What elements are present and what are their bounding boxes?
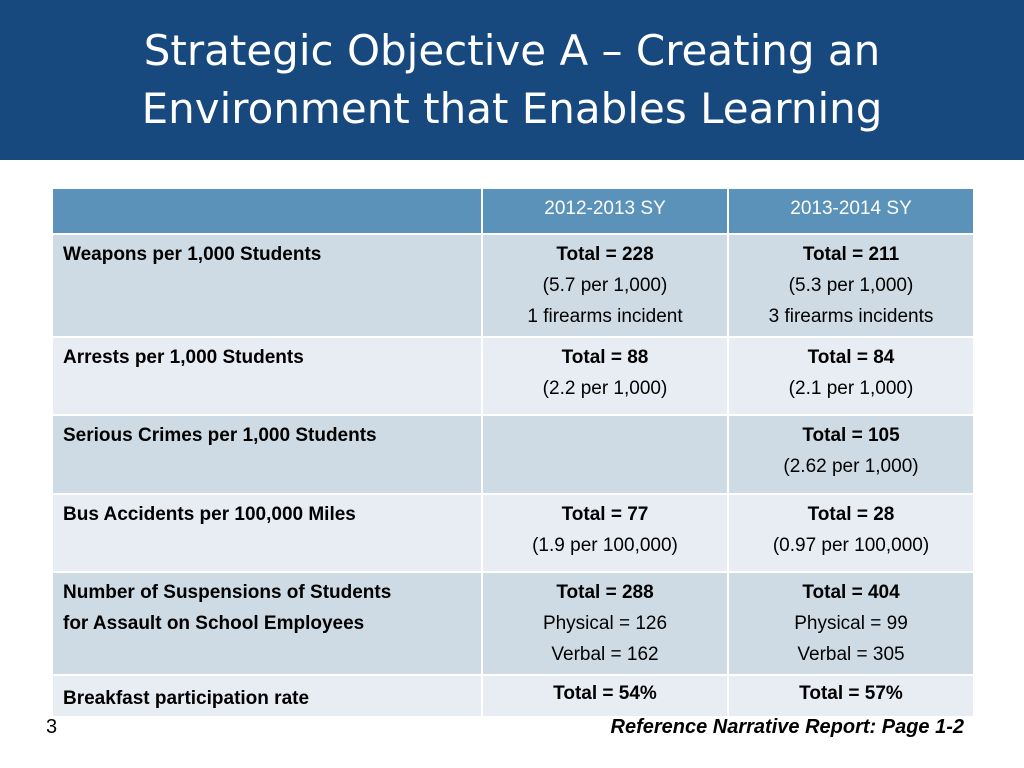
cell-total: Total = 84 <box>807 347 895 368</box>
cell-2012-2013-empty <box>482 415 728 494</box>
cell-verbal: Verbal = 305 <box>797 644 905 665</box>
cell-rate: (5.3 per 1,000) <box>788 275 914 296</box>
title-bar <box>0 0 1024 160</box>
table-row-weapons <box>52 234 974 337</box>
cell-rate: (2.1 per 1,000) <box>788 378 914 399</box>
cell-physical: Physical = 99 <box>794 613 908 634</box>
cell-2013-2014 <box>728 675 974 717</box>
reference-note: Reference Narrative Report: Page 1-2 <box>610 716 964 738</box>
header-2012-2013: 2012-2013 SY <box>482 188 728 234</box>
row-label: Serious Crimes per 1,000 Students <box>52 415 482 494</box>
cell-physical: Physical = 126 <box>542 613 668 634</box>
header-blank <box>52 188 482 234</box>
row-label-line-2: for Assault on School Employees <box>63 613 365 634</box>
cell-rate: (2.2 per 1,000) <box>542 378 668 399</box>
table-row-suspensions <box>52 572 974 675</box>
table-row-bus-accidents <box>52 494 974 572</box>
cell-2012-2013 <box>482 572 728 675</box>
page-number: 3 <box>46 716 58 738</box>
table-row-breakfast <box>52 675 974 717</box>
cell-2012-2013 <box>482 494 728 572</box>
cell-total: Total = 404 <box>802 582 900 603</box>
cell-rate: (5.7 per 1,000) <box>542 275 668 296</box>
row-label-line-1: Number of Suspensions of Students <box>63 582 392 603</box>
cell-2013-2014 <box>728 337 974 415</box>
slide-title <box>142 22 883 138</box>
cell-total: Total = 77 <box>561 504 649 525</box>
cell-note: 3 firearms incidents <box>768 306 934 327</box>
header-2013-2014: 2013-2014 SY <box>728 188 974 234</box>
table-row-serious-crimes <box>52 415 974 494</box>
cell-2013-2014 <box>728 234 974 337</box>
cell-total: Total = 288 <box>556 582 654 603</box>
cell-rate: (0.97 per 100,000) <box>772 535 930 556</box>
slide-title-line-2: Environment that Enables Learning <box>141 84 883 133</box>
row-label: Arrests per 1,000 Students <box>52 337 482 415</box>
cell-rate: (1.9 per 100,000) <box>532 535 678 556</box>
slide-title-line-1: Strategic Objective A – Creating an <box>143 26 881 75</box>
cell-rate: (2.62 per 1,000) <box>783 456 919 477</box>
cell-total: Total = 54% <box>553 683 657 704</box>
cell-2012-2013 <box>482 234 728 337</box>
row-label <box>52 572 482 675</box>
cell-2012-2013 <box>482 675 728 717</box>
cell-note: 1 firearms incident <box>527 306 683 327</box>
cell-total: Total = 211 <box>802 244 900 265</box>
row-label: Breakfast participation rate <box>52 675 482 717</box>
cell-total: Total = 28 <box>807 504 895 525</box>
cell-2013-2014 <box>728 494 974 572</box>
table-row-arrests <box>52 337 974 415</box>
row-label: Weapons per 1,000 Students <box>52 234 482 337</box>
cell-total: Total = 88 <box>561 347 649 368</box>
cell-2013-2014 <box>728 415 974 494</box>
table-header-row <box>52 188 974 234</box>
cell-total: Total = 228 <box>556 244 654 265</box>
metrics-table <box>51 187 975 718</box>
cell-verbal: Verbal = 162 <box>551 644 659 665</box>
cell-total: Total = 105 <box>802 425 900 446</box>
cell-2013-2014 <box>728 572 974 675</box>
cell-2012-2013 <box>482 337 728 415</box>
cell-total: Total = 57% <box>799 683 903 704</box>
row-label: Bus Accidents per 100,000 Miles <box>52 494 482 572</box>
